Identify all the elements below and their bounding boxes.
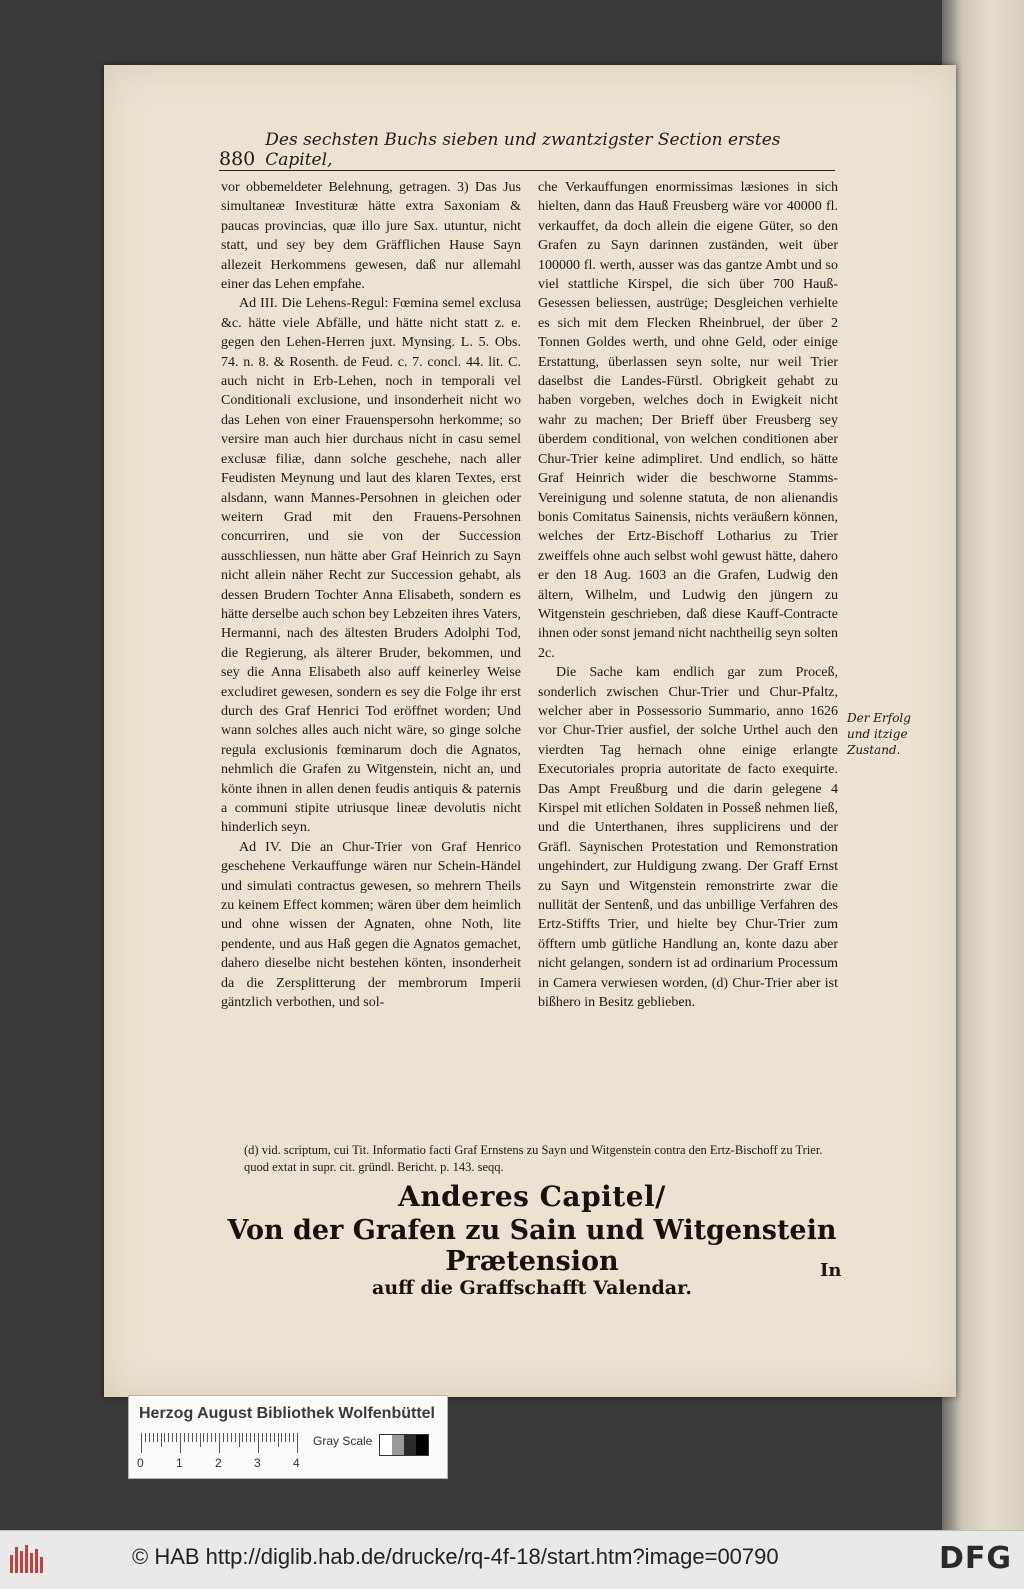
right-text-column [538, 178, 838, 1012]
chapter-subtitle: Von der Grafen zu Sain und Witgenstein Prætension [227, 1215, 837, 1277]
source-url-link[interactable]: © HAB http://diglib.hab.de/drucke/rq-4f-18/start.htm?image=00790 [132, 1544, 779, 1569]
running-title: Des sechsten Buchs sieben und zwantzigster Section erstes Capitel, [265, 130, 781, 170]
grayscale-label: Gray Scale [313, 1434, 373, 1448]
ruler-tick [141, 1433, 142, 1453]
chapter-heading [222, 1180, 842, 1299]
ruler-tick [281, 1433, 282, 1442]
ruler-tick [161, 1433, 162, 1447]
ruler-tick [176, 1433, 177, 1442]
dfg-logo: DFG [938, 1541, 1012, 1576]
ruler-number: 3 [254, 1456, 261, 1470]
ruler-tick [274, 1433, 275, 1442]
paragraph: Ad III. Die Lehens-Regul: Fœmina semel exclusa &c. hätte viele Abfälle, und hätte nicht statt z. e. gegen den Lehen-Herren juxt. Mynsing. L. 5. Obs. 74. n. 8. & Rosenth. de Feud. c. 7. concl. 44. lit. C. auch nicht in Erb-Lehen, noch in temporali vel Conditionali exclusione, und insonderheit nicht wo das Lehen von einer Frauenspersohn herkomme; so versire man auch hier durchaus nicht in casu semel exclusæ filiæ, dann solche geschehe, nach aller Feudisten Meynung und laut des klaren Textes, erst alsdann, wann Mannes-Persohnen in gleichen oder weitern Grad mit den Frauens-Persohnen concurriren, und sie von der Succession ausschliessen, nun hätte aber Graf Heinrich zu Sayn nicht allein näher Recht zur Succession gehabt, als dessen Brudern Tochter Anna Elisabeth, sondern es hätte derselbe auch schon bey Lebzeiten ihres Vaters, Hermanni, nach des ältesten Bruders Adolphi Tod, die Regierung, als älterer Bruder, bekommen, und sey die Anna Elisabeth also auff keinerley Weise excludiret gewesen, sondern es sey die Folge ihr erst durch des Graf Henrici Tod eröffnet worden; Und wann solches alles auch nicht wäre, so ginge solche regula exclusionis fœminarum doch die Agnatos, nehmlich die Grafen zu Witgenstein, nicht an, und könte ihnen in allen denen feudis antiquis & paternis a communi stipite utriusque lineæ devolutis nicht hinderlich seyn. [221, 296, 521, 836]
paragraph: che Verkauffungen enormissimas læsiones in sich hielten, dann das Hauß Freusberg wäre vor 40000 fl. verkauffet, da doch allein die eigene Güter, so den Grafen zu Sayn darinnen zuständen, weit über 100000 fl. werth, ausser was das gantze Ambt und so viel stattliche Kirspel, die sich über 700 Hauß-Gesessen beliessen, austrüge; Desgleichen verhielte es sich mit dem Flecken Rheinbruel, der über 2 Tonnen Goldes werth, und ohne Geld, oder einige Erstattung, überlassen seyn solte, nur weil Trier daselbst die Landes-Fürstl. Obrigkeit gehabt zu haben vorgeben, welches doch in Ewigkeit nicht wahr zu machen; Der Brieff über Freusberg sey überdem conditional, von welchen conditionen aber Chur-Trier keine adimpliret. Und endlich, so hätte Graf Heinrich wider die beschworne Stamms-Vereinigung und solenne statuta, de non alienandis bonis Comitatus Sainensis, nichts veräußern können, welches der Ertz-Bischoff Lotharius zu Trier zweiffels ohne auch selbst wohl gewust hätte, dahero er den 18 Aug. 1603 an die Grafen, Ludwig den ältern, Wilhelm, und Ludwig den jüngern zu Witgenstein geschrieben, daß diese Kauff-Contracte ihnen oder sonst jemand nicht nachtheilig seyn solten 2c. [538, 180, 838, 661]
ruler-tick [157, 1433, 158, 1442]
ruler-tick [235, 1433, 236, 1442]
grayscale-swatch [380, 1435, 392, 1455]
ruler-tick [231, 1433, 232, 1442]
viewer-footer [0, 1530, 1024, 1589]
ruler-tick [239, 1433, 240, 1447]
ruler-tick [211, 1433, 212, 1442]
scale-ruler [141, 1433, 293, 1455]
ruler-tick [196, 1433, 197, 1442]
ruler-tick [289, 1433, 290, 1442]
ruler-tick [250, 1433, 251, 1442]
footnote: (d) vid. scriptum, cui Tit. Informatio facti Graf Ernstens zu Sayn und Witgenstein contra den Ertz-Bischoff zu Trier. quod extat in supr. cit. gründl. Bericht. p. 143. seqq. [244, 1143, 823, 1174]
catchword: In [820, 1260, 842, 1281]
ruler-tick [297, 1433, 298, 1453]
ruler-tick [242, 1433, 243, 1442]
ruler-tick [215, 1433, 216, 1442]
paragraph: Die Sache kam endlich gar zum Proceß, sonderlich zwischen Chur-Trier und Chur-Pfaltz, welcher aber in Possessorio Summario, anno 1626 vor Chur-Trier ausfiel, der solche Urthel auch den vierdten Tag hernach ohne einige erlangte Executoriales propria autoritate de facto exequirte. Das Ampt Freußburg und die darin gelegene 4 Kirspel mit etlichen Soldaten in Posseß nehmen ließ, und die Unterthanen, ihres supplicirens und der Gräfl. Saynischen Protestation und Remonstration ungehindert, zur Huldigung zwang. Der Graff Ernst zu Sayn und Witgenstein remonstrirte zwar die nullität der Sentenß, und das unbillige Verfahren des Ertz-Stiffts Trier, und hielte bey Chur-Trier zum öfftern umb gütliche Handlung an, konte dazu aber nicht gelangen, sondern ist ad ordinarium Processum in Camera verwiesen worden, (d) Chur-Trier aber ist bißhero in Besitz geblieben. [538, 665, 838, 1011]
library-name: Herzog August Bibliothek Wolfenbüttel [139, 1405, 435, 1422]
ruler-tick [145, 1433, 146, 1442]
ruler-tick [293, 1433, 294, 1442]
ruler-tick [270, 1433, 271, 1442]
ruler-number: 2 [215, 1456, 222, 1470]
ruler-tick [258, 1433, 259, 1453]
ruler-tick [266, 1433, 267, 1442]
ruler-tick [246, 1433, 247, 1442]
paragraph: Ad IV. Die an Chur-Trier von Graf Henrico geschehene Verkauffunge wären nur Schein-Händel und simulati contractus gewesen, so mehrern Theils zu keinem Effect kommen; wären über dem heimlich und ohne wissen der Agnaten, ohne Noth, lite pendente, und aus Haß gegen die Agnatos gemachet, dahero dieselbe nicht bestehen könten, insonderheit da die Zersplitterung der membrorum Imperii gäntzlich verbothen, und sol- [221, 839, 521, 1011]
paragraph: vor obbemeldeter Belehnung, getragen. 3) Das Jus simultaneæ Investituræ hätte extra Saxoniam & paucas provincias, quæ illo jure Sax. utuntur, nicht statt, und sey bey dem Gräfflichen Hause Sayn allezeit Herkommens gewesen, daß nur allemahl einer das Lehen empfahe. [221, 180, 521, 293]
page-number: 880 [219, 148, 256, 170]
grayscale-swatch [392, 1435, 404, 1455]
marginal-note: Der Erfolg und itzige Zustand. [847, 711, 911, 757]
page-header [219, 130, 835, 171]
grayscale-swatch [416, 1435, 428, 1455]
ruler-tick [227, 1433, 228, 1442]
ruler-tick [207, 1433, 208, 1442]
ruler-tick [278, 1433, 279, 1447]
ruler-tick [200, 1433, 201, 1447]
chapter-subtitle-2: auff die Graffschafft Valendar. [372, 1277, 692, 1299]
ruler-tick [168, 1433, 169, 1442]
ruler-tick [285, 1433, 286, 1442]
ruler-tick [149, 1433, 150, 1442]
hab-logo-icon [10, 1543, 46, 1573]
left-text-column [221, 178, 521, 1012]
ruler-tick [219, 1433, 220, 1453]
ruler-tick [203, 1433, 204, 1442]
ruler-tick [192, 1433, 193, 1442]
ruler-tick [262, 1433, 263, 1442]
ruler-tick [188, 1433, 189, 1442]
ruler-tick [153, 1433, 154, 1442]
library-color-target [128, 1395, 448, 1479]
ruler-tick [223, 1433, 224, 1442]
ruler-tick [254, 1433, 255, 1442]
grayscale-swatches [379, 1434, 429, 1456]
chapter-title: Anderes Capitel/ [398, 1180, 666, 1213]
ruler-number: 0 [137, 1456, 144, 1470]
ruler-tick [184, 1433, 185, 1442]
grayscale-swatch [404, 1435, 416, 1455]
ruler-tick [164, 1433, 165, 1442]
ruler-tick [172, 1433, 173, 1442]
ruler-number: 1 [176, 1456, 183, 1470]
ruler-number: 4 [293, 1456, 300, 1470]
ruler-tick [180, 1433, 181, 1453]
